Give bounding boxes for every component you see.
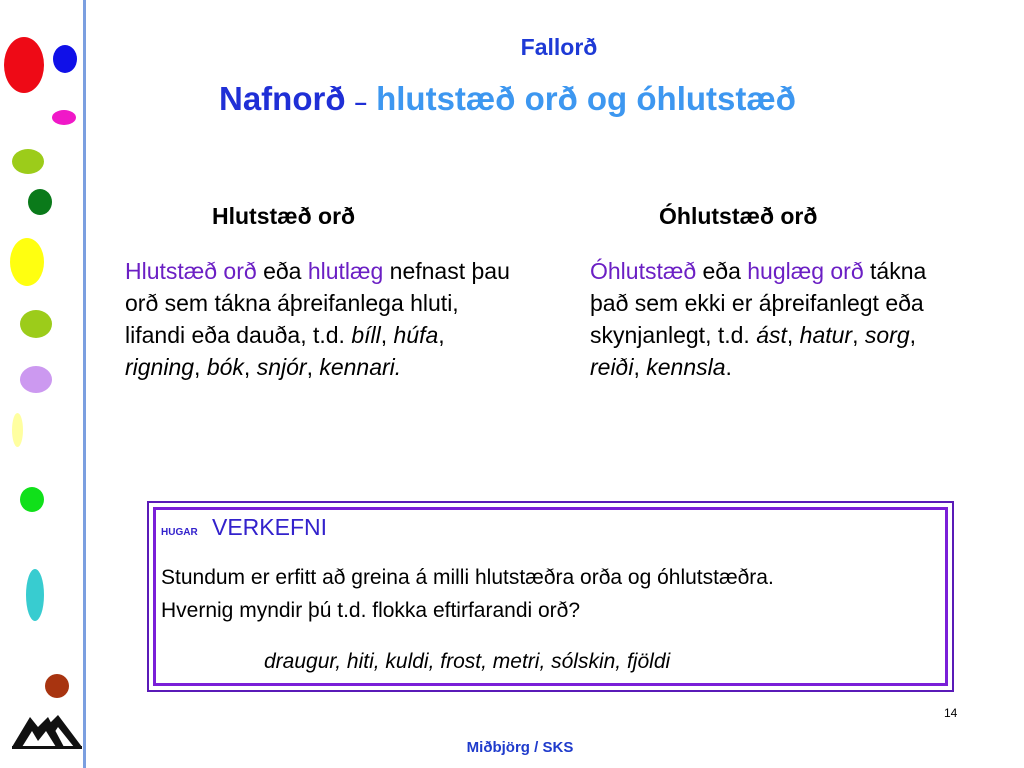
- left-conj: eða: [263, 258, 302, 284]
- page-number: 14: [944, 706, 958, 720]
- right-example: hatur: [799, 322, 853, 348]
- left-body: nefnast þau orð sem tákna áþreifanlega hluti, lifandi eða dauða, t.d.: [125, 258, 510, 348]
- right-column-text: Óhlutstæð eða huglæg orð tákna það sem ekki er áþreifanlegt eða skynjanlegt, t.d. ást, hatur, sorg, reiði, kennsla.: [590, 258, 927, 380]
- green-dot: [20, 487, 44, 512]
- slide-subtitle: Fallorð: [520, 34, 598, 60]
- left-example: húfa: [393, 322, 439, 348]
- left-example: snjór: [256, 354, 307, 380]
- left-column-heading: Hlutstæð orð: [212, 203, 356, 229]
- right-term2: huglæg orð: [747, 258, 864, 284]
- left-example: rigning: [125, 354, 195, 380]
- dark-green-dot: [28, 189, 52, 215]
- right-example: sorg: [864, 322, 910, 348]
- right-example: reiði: [590, 354, 634, 380]
- brown-dot: [45, 674, 69, 698]
- right-term1: Óhlutstæð: [590, 258, 697, 284]
- task-text-line1: Stundum er erfitt að greina á milli hlutstæðra orða og óhlutstæðra.: [161, 566, 774, 589]
- right-column-heading: Óhlutstæð orð: [659, 203, 818, 229]
- task-word-list: draugur, hiti, kuldi, frost, metri, sólskin, fjöldi: [264, 650, 671, 673]
- footer-text: Miðbjörg / SKS: [466, 739, 574, 756]
- right-example: kennsla: [646, 354, 726, 380]
- task-text-line2: Hvernig myndir þú t.d. flokka eftirfarandi orð?: [161, 599, 581, 622]
- title-part2: hlutstæð orð og óhlutstæð: [376, 80, 796, 117]
- title-dash: –: [354, 90, 367, 115]
- title-part1: Nafnorð: [219, 80, 346, 117]
- right-example: ást: [756, 322, 787, 348]
- left-border-line: [83, 0, 86, 768]
- lime-dot: [12, 149, 44, 174]
- left-example: bók: [206, 354, 244, 380]
- slide-title: [219, 80, 796, 118]
- right-conj: eða: [702, 258, 741, 284]
- left-column-text: Hlutstæð orð eða hlutlæg nefnast þau orð sem tákna áþreifanlega hluti, lifandi eða dauða, t.d. bíll, húfa, rigning, bók, snjór, kennari.: [125, 258, 510, 380]
- left-term2: hlutlæg: [307, 258, 384, 284]
- olive-dot: [20, 310, 52, 338]
- lavender-dot: [20, 366, 52, 393]
- left-example: kennari.: [319, 354, 402, 380]
- left-term1: Hlutstæð orð: [125, 258, 257, 284]
- task-label-small: HUGAR: [161, 527, 198, 538]
- pale-yellow-dot: [12, 413, 23, 447]
- magenta-dot: [52, 110, 76, 125]
- left-example: bíll: [351, 322, 381, 348]
- right-body: tákna það sem ekki er áþreifanlegt eða skynjanlegt, t.d.: [590, 258, 927, 348]
- teal-dot: [26, 569, 44, 621]
- yellow-dot: [10, 238, 44, 286]
- task-label-big: VERKEFNI: [212, 514, 328, 540]
